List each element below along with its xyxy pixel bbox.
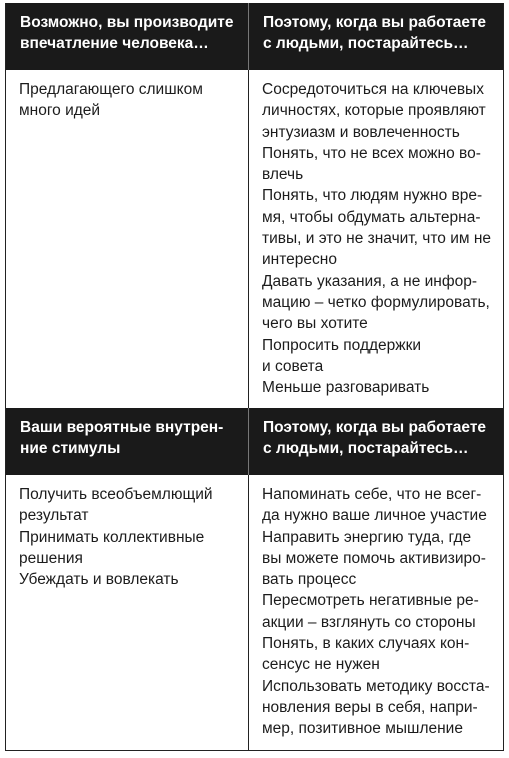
text-line: мя, чтобы обдумать альтерна- [262, 208, 481, 226]
text-line: Понять, что людям нужно вре- [262, 187, 483, 205]
text-line: много идей [19, 102, 101, 120]
text-line: акции – взглянуть со стороны [262, 613, 476, 631]
text-line: Получить всеобъемлющий [19, 486, 213, 503]
text-line: энтузиазм и вовлеченность [262, 123, 460, 141]
text-line: Предлагающего слишком [19, 81, 203, 98]
section2-right-cell [248, 475, 503, 750]
text-line: результат [19, 507, 89, 525]
text-line: Направить энергию туда, где [262, 528, 472, 546]
text-line: Убеждать и вовлекать [19, 571, 179, 589]
text-line: Пересмотреть негативные ре- [262, 592, 479, 610]
text-line: Понять, в каких случаях кон- [262, 635, 470, 653]
text-line: вы можете помочь активизиро- [262, 549, 486, 567]
section1-header-right: Поэтому, когда вы работаете с людьми, постарайтесь… [248, 3, 503, 70]
text-line: да нужно ваше личное участие [262, 507, 487, 525]
text-line: и совета [262, 357, 324, 375]
text-line: чего вы хотите [262, 315, 368, 333]
section2-left-cell [6, 475, 248, 750]
text-line: Понять, что не всех можно во- [262, 144, 481, 162]
text-line: тивы, и это не значит, что им не [262, 230, 492, 248]
text-line: мацию – четко формулировать, [262, 293, 490, 311]
text-line: решения [19, 549, 83, 567]
section2-body-row [6, 475, 503, 750]
text-line: новления веры в себя, напри- [262, 698, 478, 716]
text-line: Попросить поддержки [262, 336, 422, 354]
text-line: Сосредоточиться на ключевых [262, 81, 484, 98]
text-line: личностях, которые проявляют [262, 102, 486, 120]
text-line: Давать указания, а не инфор- [262, 272, 477, 290]
text-line: Напоминать себе, что не всег- [262, 486, 482, 503]
text-line: Принимать коллективные [19, 528, 205, 546]
section2-header-right: Поэтому, когда вы работаете с людьми, постарайтесь… [248, 408, 503, 475]
text-line: влечь [262, 166, 304, 184]
section1-header-row [6, 3, 503, 70]
advice-table [5, 3, 504, 751]
section1-left-cell [6, 70, 248, 408]
section2-header-left: Ваши вероятные внутрен- ние стимулы [20, 419, 224, 457]
section1-header-left: Возможно, вы производите впечатление человека… [20, 14, 234, 52]
section1-body-row [6, 70, 503, 408]
text-line: сенсус не нужен [262, 656, 380, 674]
text-line: вать процесс [262, 571, 357, 589]
section1-right-cell [248, 70, 503, 408]
text-line: интересно [262, 251, 337, 269]
text-line: мер, позитивное мышление [262, 720, 463, 738]
section2-header-row [6, 408, 503, 475]
text-line: Использовать методику восста- [262, 677, 490, 695]
text-line: Меньше разговаривать [262, 379, 430, 397]
